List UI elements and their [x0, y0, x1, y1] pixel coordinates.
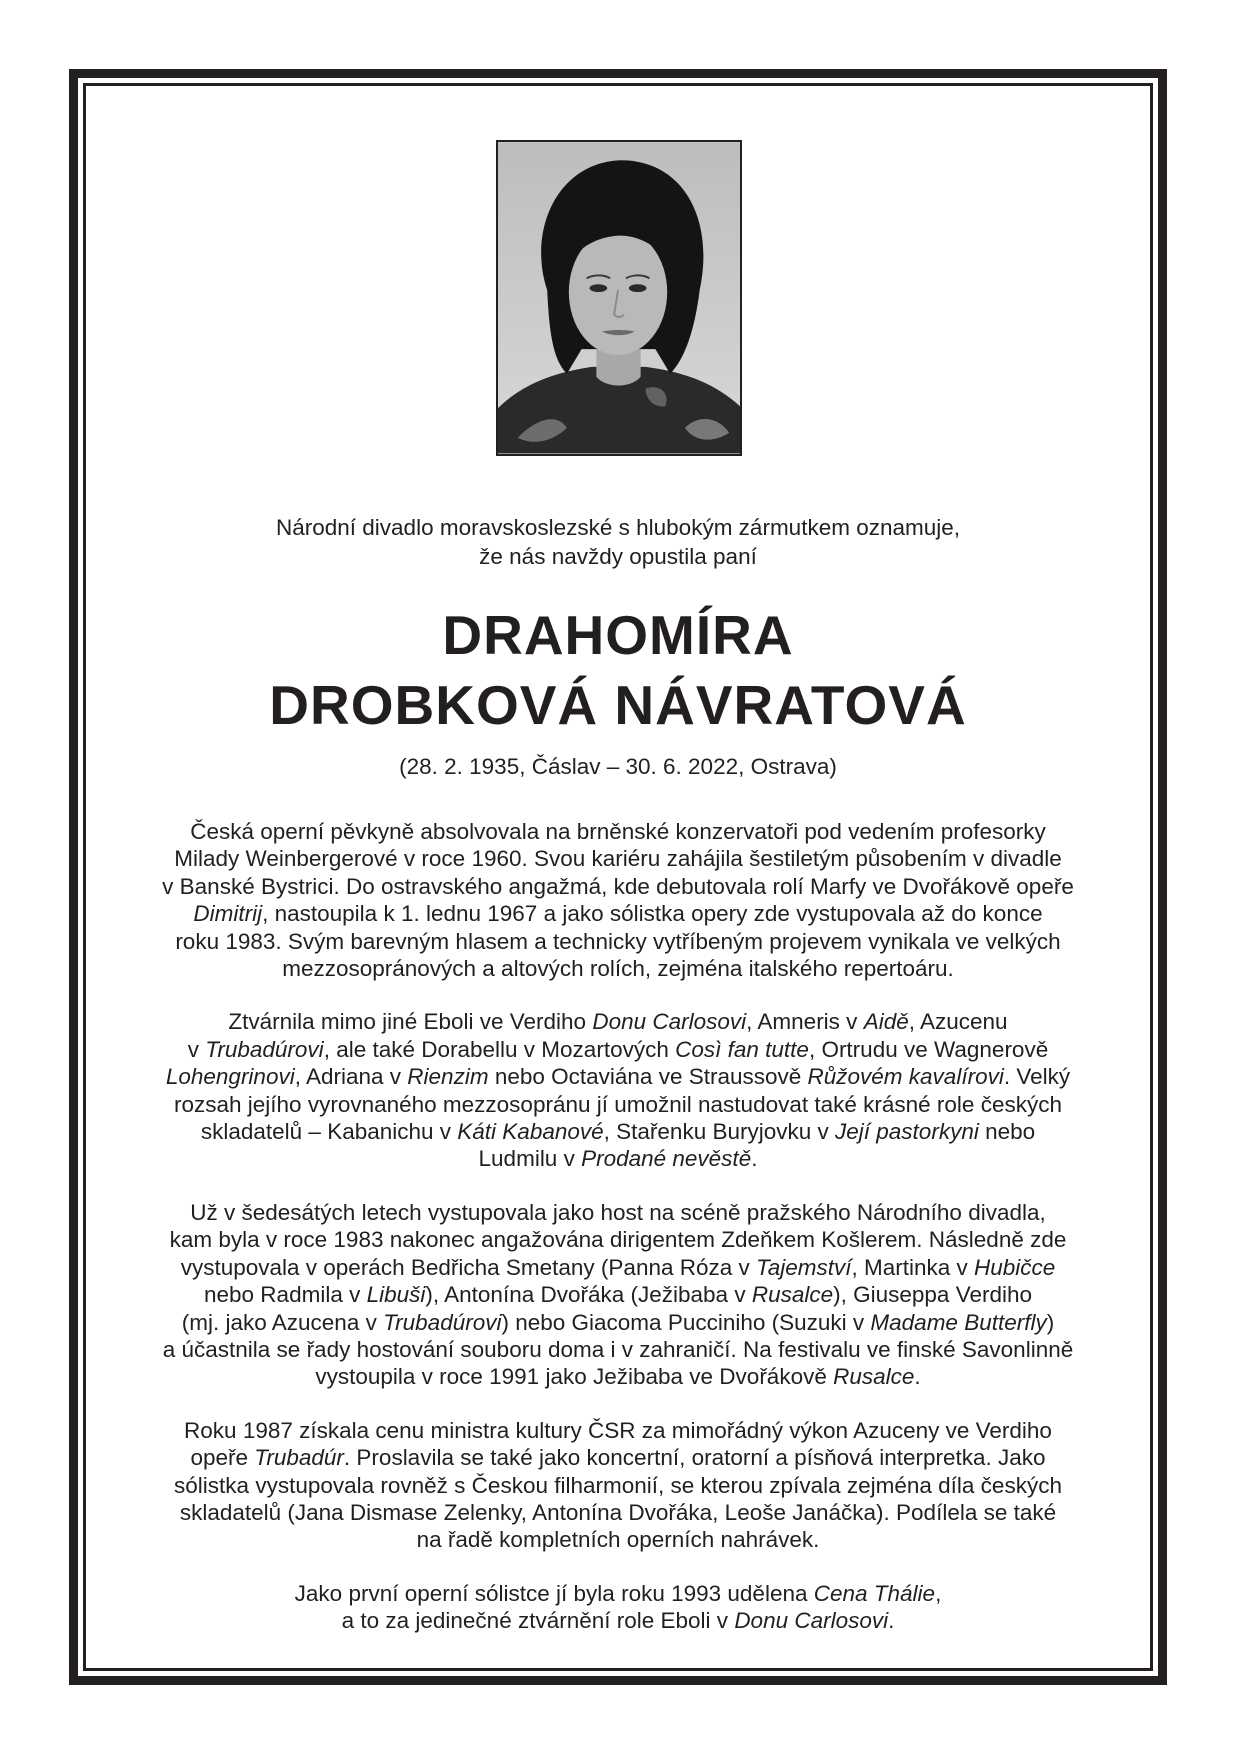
biography-line — [140, 1036, 1096, 1063]
text-segment: , Stařenku Buryjovku v — [603, 1119, 836, 1145]
biography-line — [140, 1281, 1096, 1308]
biography-line — [140, 1444, 1096, 1471]
work-title: Její pastorkyni — [835, 1119, 979, 1145]
biography-line — [140, 1063, 1096, 1090]
work-title: Lohengrinovi — [165, 1064, 295, 1090]
biography-line — [140, 900, 1096, 927]
text-segment: , nastoupila k 1. lednu 1967 a jako sólistka opery zde vystupovala až do konce — [262, 901, 1043, 927]
work-title: Aidě — [863, 1009, 909, 1035]
biography-line — [140, 955, 1096, 982]
surname: DROBKOVÁ NÁVRATOVÁ — [269, 674, 967, 736]
biography-line — [140, 928, 1096, 955]
text-segment: (mj. jako Azucena v — [181, 1309, 384, 1335]
text-segment: ), Antonína Dvořáka (Ježibaba v — [425, 1282, 752, 1308]
biography-line — [140, 1526, 1096, 1553]
work-title: Madame Butterfly — [870, 1309, 1047, 1335]
biography-line — [140, 1607, 1096, 1634]
biography-line — [140, 1309, 1096, 1336]
work-title: Hubičce — [974, 1254, 1056, 1280]
text-segment: na řadě kompletních operních nahrávek. — [416, 1527, 820, 1553]
text-segment: Jako první operní sólistce jí byla roku 1993 udělena — [294, 1580, 814, 1606]
biography-line — [140, 1580, 1096, 1607]
text-segment: Už v šedesátých letech vystupovala jako host na scéně pražského Národního divadla, — [190, 1199, 1046, 1225]
text-segment: skladatelů – Kabanichu v — [200, 1119, 458, 1145]
portrait-photo — [496, 140, 742, 456]
text-segment: skladatelů (Jana Dismase Zelenky, Antonína Dvořáka, Leoše Janáčka). Podílela se také — [179, 1499, 1057, 1525]
biography-line — [140, 1499, 1096, 1526]
text-segment: v Banské Bystrici. Do ostravského angažmá, kde debutovala rolí Marfy ve Dvořákově opeře — [162, 873, 1074, 899]
work-title: Trubadúrovi — [383, 1309, 502, 1335]
biography-line — [140, 1472, 1096, 1499]
biography-line — [140, 1091, 1096, 1118]
text-segment: opeře — [190, 1445, 255, 1471]
work-title: Così fan tutte — [675, 1036, 809, 1062]
biography-paragraph — [140, 1417, 1096, 1554]
work-title: Donu Carlosovi — [592, 1009, 747, 1035]
birth-death-dates: (28. 2. 1935, Čáslav – 30. 6. 2022, Ostrava) — [399, 754, 837, 779]
portrait-photo-icon — [498, 142, 740, 454]
text-segment: roku 1983. Svým barevným hlasem a technicky vytříbeným projevem vynikala ve velkých — [175, 928, 1061, 954]
text-segment: , Adriana v — [294, 1064, 408, 1090]
text-segment: . — [914, 1364, 921, 1390]
biography-line — [140, 873, 1096, 900]
text-segment: Roku 1987 získala cenu ministra kultury ČSR za mimořádný výkon Azuceny ve Verdiho — [184, 1417, 1052, 1443]
biography-line — [140, 1226, 1096, 1253]
biography-line — [140, 845, 1096, 872]
text-segment: , Martinka v — [851, 1254, 974, 1280]
announcement-intro — [140, 513, 1096, 571]
text-segment: ), Giuseppa Verdiho — [833, 1282, 1032, 1308]
text-segment: nebo — [978, 1119, 1036, 1145]
work-title: Káti Kabanové — [457, 1119, 604, 1145]
deceased-name — [140, 600, 1096, 740]
work-title: Růžovém kavalírovi — [807, 1064, 1004, 1090]
text-segment: v — [187, 1036, 206, 1062]
first-name: DRAHOMÍRA — [442, 604, 794, 666]
text-segment: , Amneris v — [746, 1009, 864, 1035]
biography-line — [140, 1118, 1096, 1145]
biography-line — [140, 1336, 1096, 1363]
biography-paragraph — [140, 818, 1096, 982]
text-segment: , — [935, 1580, 942, 1606]
biography-line — [140, 1008, 1096, 1035]
biography-line — [140, 818, 1096, 845]
text-segment: ) — [1046, 1309, 1055, 1335]
life-dates — [140, 752, 1096, 781]
biography-line — [140, 1363, 1096, 1390]
text-segment: . Velký — [1003, 1064, 1071, 1090]
text-segment: , Ortrudu ve Wagnerově — [808, 1036, 1049, 1062]
text-segment: Ludmilu v — [478, 1146, 582, 1172]
biography — [140, 818, 1096, 1661]
text-segment: ) nebo Giacoma Pucciniho (Suzuki v — [501, 1309, 871, 1335]
text-segment: a účastnila se řady hostování souboru doma i v zahraničí. Na festivalu ve finské Savonlinně — [162, 1336, 1074, 1362]
text-segment: . Proslavila se také jako koncertní, oratorní a písňová interpretka. Jako — [343, 1445, 1046, 1471]
intro-line: Národní divadlo moravskoslezské s hlubokým zármutkem oznamuje, — [275, 515, 961, 540]
text-segment: mezzosopránových a altových rolích, zejména italského repertoáru. — [282, 956, 954, 982]
biography-paragraph — [140, 1199, 1096, 1391]
text-segment: . — [751, 1146, 758, 1172]
text-segment: Česká operní pěvkyně absolvovala na brněnské konzervatoři pod vedením profesorky — [190, 819, 1046, 844]
text-segment: a to za jedinečné ztvárnění role Eboli v — [341, 1608, 735, 1634]
work-title: Rusalce — [833, 1364, 915, 1390]
biography-paragraph — [140, 1580, 1096, 1635]
text-segment: Ztvárnila mimo jiné Eboli ve Verdiho — [228, 1009, 593, 1035]
text-segment: , Azucenu — [908, 1009, 1008, 1035]
work-title: Dimitrij — [193, 901, 263, 927]
biography-line — [140, 1254, 1096, 1281]
work-title: Trubadúrovi — [205, 1036, 324, 1062]
biography-line — [140, 1417, 1096, 1444]
intro-line: že nás navždy opustila paní — [479, 544, 757, 569]
work-title: Libuši — [366, 1282, 426, 1308]
work-title: Trubadúr — [254, 1445, 344, 1471]
work-title: Rusalce — [751, 1282, 834, 1308]
biography-paragraph — [140, 1008, 1096, 1172]
text-segment: rozsah jejího vyrovnaného mezzosopránu jí umožnil nastudovat také krásné role českých — [174, 1091, 1062, 1117]
text-segment: , ale také Dorabellu v Mozartových — [323, 1036, 676, 1062]
text-segment: Milady Weinbergerové v roce 1960. Svou kariéru zahájila šestiletým působením v divadle — [174, 846, 1062, 872]
work-title: Cena Thálie — [813, 1580, 936, 1606]
text-segment: sólistka vystupovala rovněž s Českou filharmonií, se kterou zpívala zejména díla českých — [174, 1472, 1062, 1498]
text-segment: vystoupila v roce 1991 jako Ježibaba ve Dvořákově — [315, 1364, 834, 1390]
biography-line — [140, 1145, 1096, 1172]
text-segment: . — [888, 1608, 895, 1634]
work-title: Rienzim — [407, 1064, 489, 1090]
text-segment: vystupovala v operách Bedřicha Smetany (Panna Róza v — [180, 1254, 757, 1280]
biography-line — [140, 1199, 1096, 1226]
work-title: Prodané nevěstě — [581, 1146, 752, 1172]
work-title: Tajemství — [756, 1254, 852, 1280]
text-segment: nebo Octaviána ve Straussově — [488, 1064, 808, 1090]
text-segment: nebo Radmila v — [204, 1282, 367, 1308]
text-segment: kam byla v roce 1983 nakonec angažována dirigentem Zdeňkem Košlerem. Následně zde — [169, 1227, 1067, 1253]
work-title: Donu Carlosovi — [734, 1608, 889, 1634]
